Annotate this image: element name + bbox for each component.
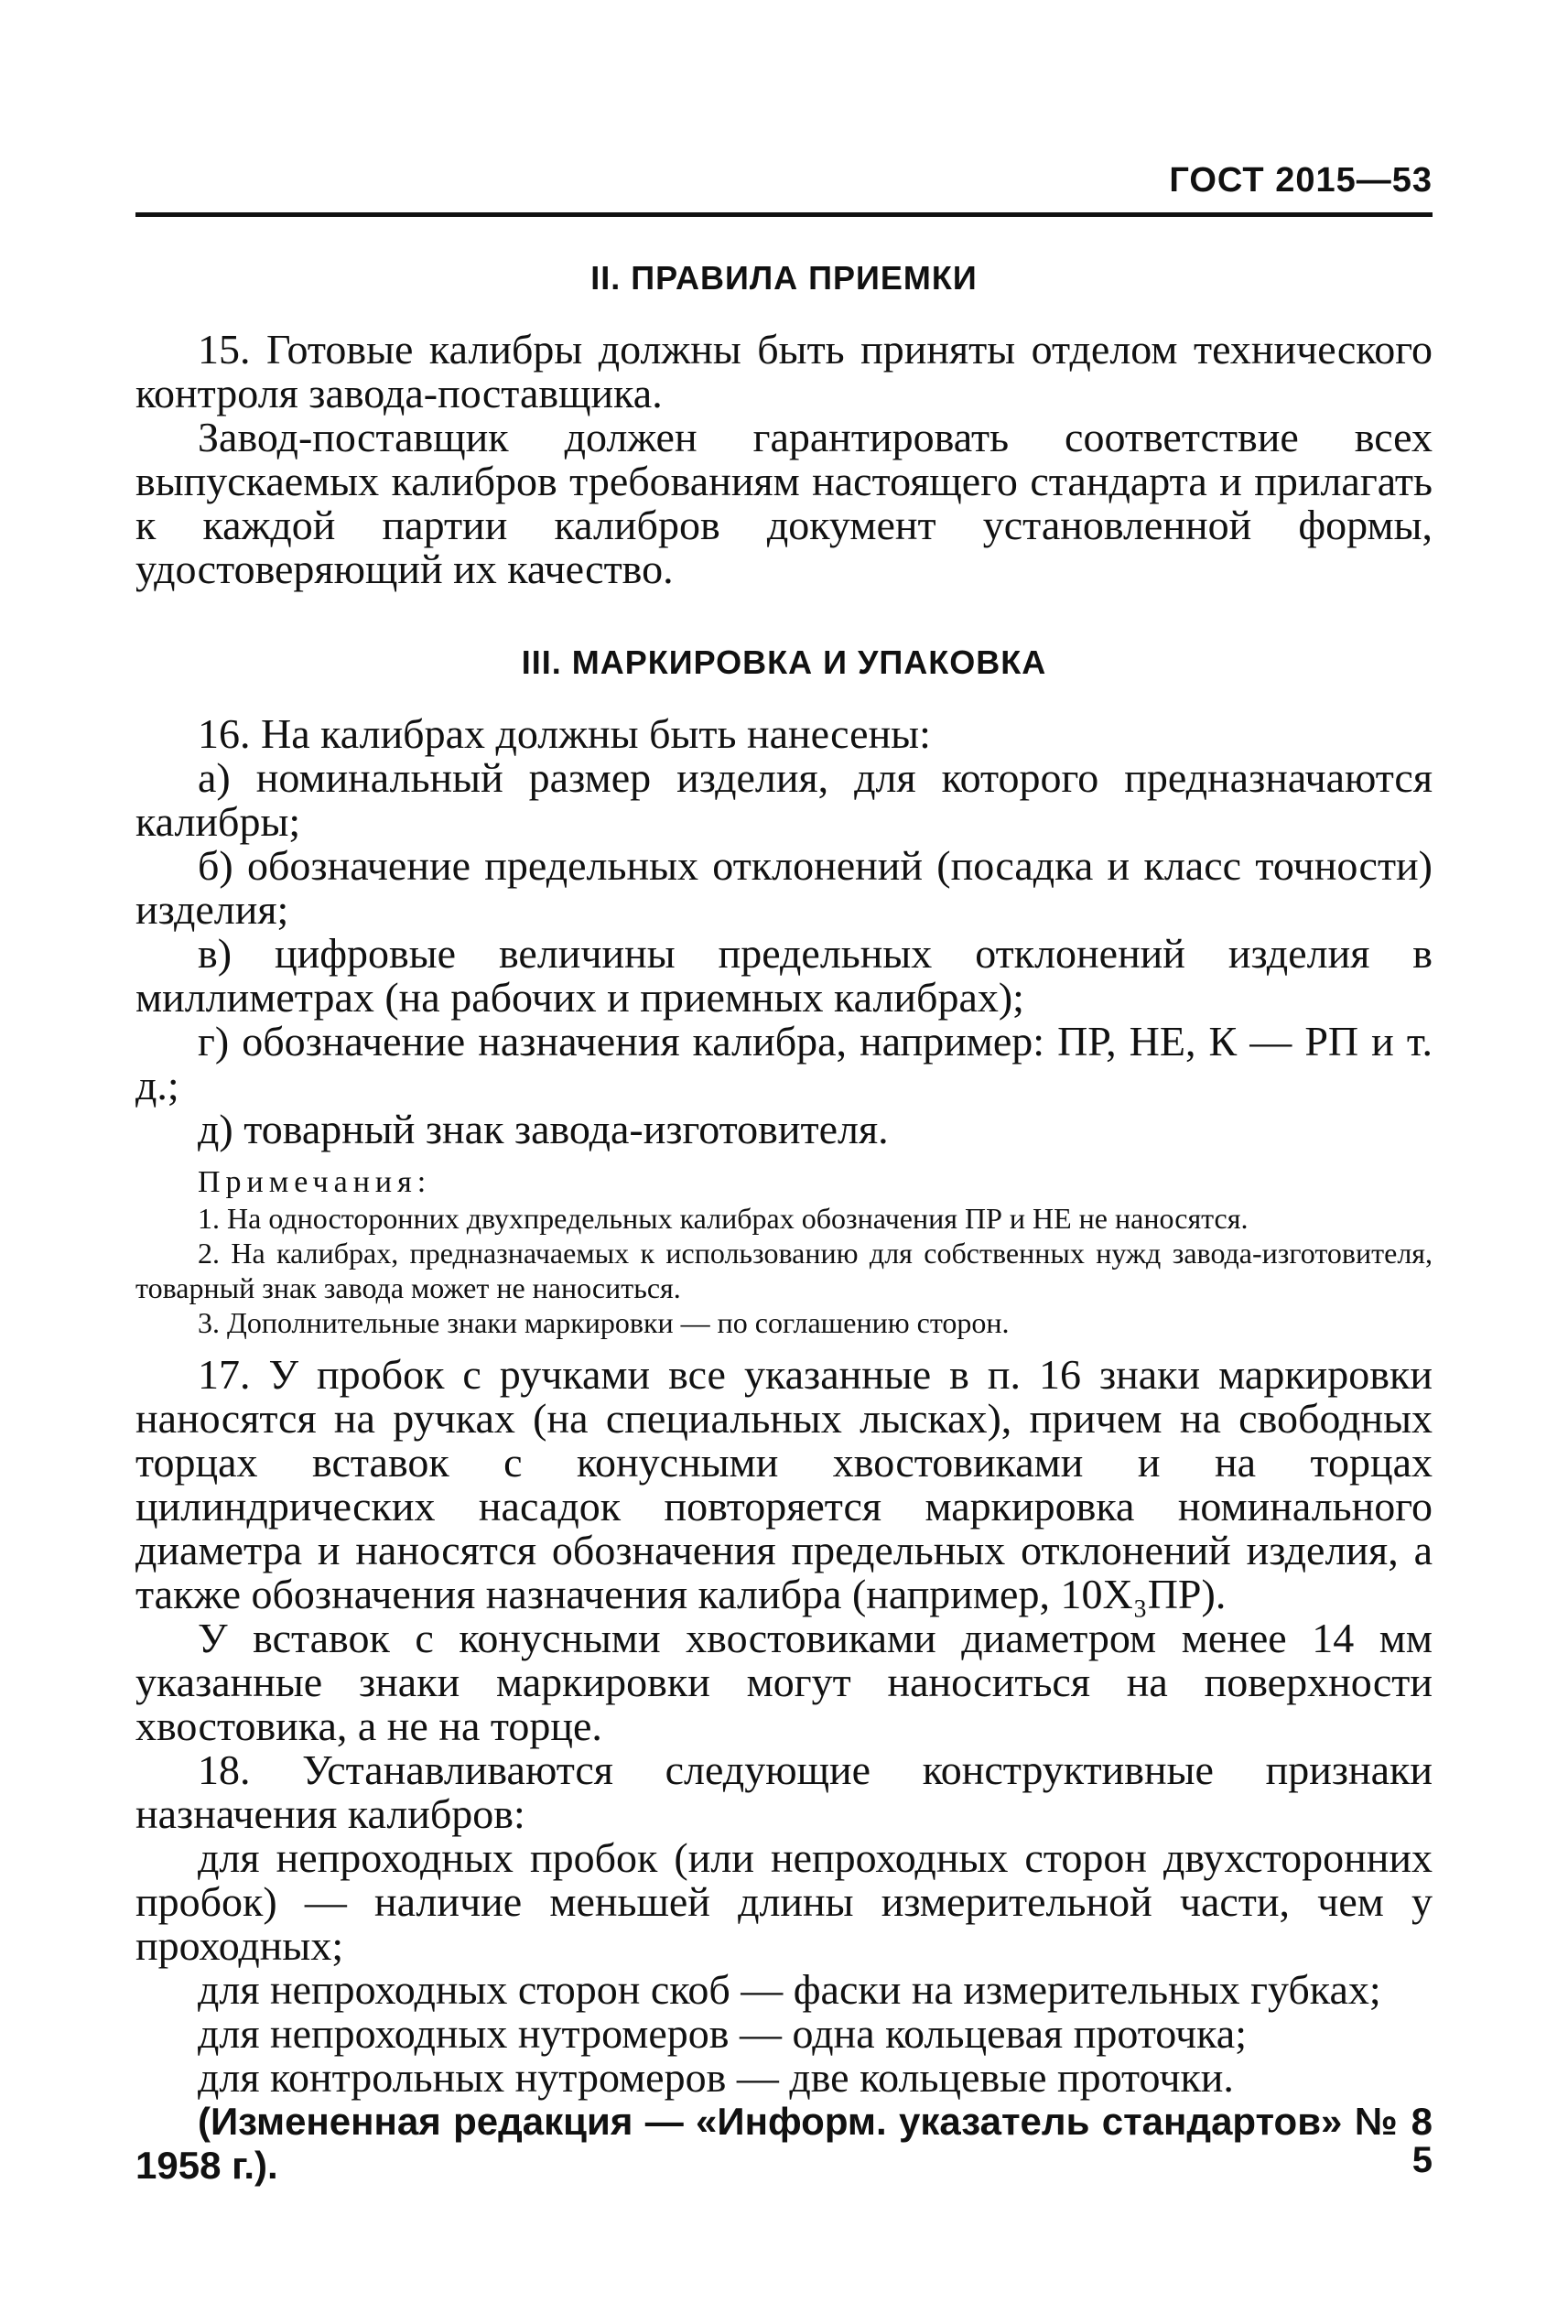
note-item: 2. На калибрах, предназначаемых к использованию для собственных нужд завода-изготовителя, товарный знак завода может не наноситься. — [135, 1237, 1433, 1304]
amendment-note: (Измененная редакция — «Информ. указатель стандартов» № 8 1958 г.). — [135, 2100, 1433, 2187]
spacer — [135, 591, 1433, 624]
note-item: 3. Дополнительные знаки маркировки — по соглашению сторон. — [198, 1306, 1010, 1339]
paragraph-18: 18. Устанавливаются следующие конструктивные признаки назначения калибров: — [135, 1746, 1433, 1837]
paragraph-17-tail: У вставок с конусными хвостовиками диаметром менее 14 мм указанные знаки маркировки могут наноситься на поверхности хвостовика, а не на торце. — [135, 1615, 1433, 1749]
standard-code: ГОСТ 2015—53 — [1169, 161, 1433, 200]
note-item: 1. На односторонних двухпредельных калибрах обозначения ПР и НЕ не наносятся. — [198, 1202, 1249, 1235]
document-body — [135, 240, 1433, 2188]
list-item: г) обозначение назначения калибра, например: ПР, НЕ, К — РП и т. д.; — [135, 1018, 1433, 1108]
paragraph-15: 15. Готовые калибры должны быть приняты отделом технического контроля завода-поставщика. — [135, 326, 1433, 416]
list-item: для непроходных пробок (или непроходных сторон двухсторонних пробок) — наличие меньшей длины измерительной части, чем у проходных; — [135, 1834, 1433, 1969]
page-number: 5 — [1411, 2140, 1433, 2180]
paragraph-16: 16. На калибрах должны быть нанесены: — [198, 710, 931, 757]
list-item: в) цифровые величины предельных отклонений изделия в миллиметрах (на рабочих и приемных калибрах); — [135, 930, 1433, 1021]
list-item: а) номинальный размер изделия, для которого предназначаются калибры; — [135, 754, 1433, 845]
list-item: для непроходных сторон скоб — фаски на измерительных губках; — [198, 1966, 1381, 2013]
paragraph-15-guarantee: Завод-поставщик должен гарантировать соответствие всех выпускаемых калибров требованиям настоящего стандарта и прилагать к каждой партии калибров документ установленной формы, удостоверяющий их качество. — [135, 414, 1433, 592]
paragraph-17: 17. У пробок с ручками все указанные в п. 16 знаки маркировки наносятся на ручках (на специальных лысках), причем на свободных торцах вставок с конусными хвостовиками и на торцах цилиндрических насадок повторяется маркировка номинального диаметра и наносятся обозначения предельных отклонений изделия, а также обозначения назначения калибра (например, 10Х₃ПР). — [135, 1351, 1433, 1617]
header-rule — [135, 212, 1433, 217]
list-item: д) товарный знак завода-изготовителя. — [198, 1106, 889, 1152]
list-item: б) обозначение предельных отклонений (посадка и класс точности) изделия; — [135, 842, 1433, 933]
section-title-marking: III. МАРКИРОВКА И УПАКОВКА — [521, 643, 1047, 681]
list-item: для контрольных нутромеров — две кольцевые проточки. — [198, 2054, 1234, 2101]
list-item: для непроходных нутромеров — одна кольцевая проточка; — [198, 2010, 1248, 2057]
notes-title: Примечания: — [198, 1165, 432, 1199]
section-title-acceptance: II. ПРАВИЛА ПРИЕМКИ — [590, 259, 978, 297]
